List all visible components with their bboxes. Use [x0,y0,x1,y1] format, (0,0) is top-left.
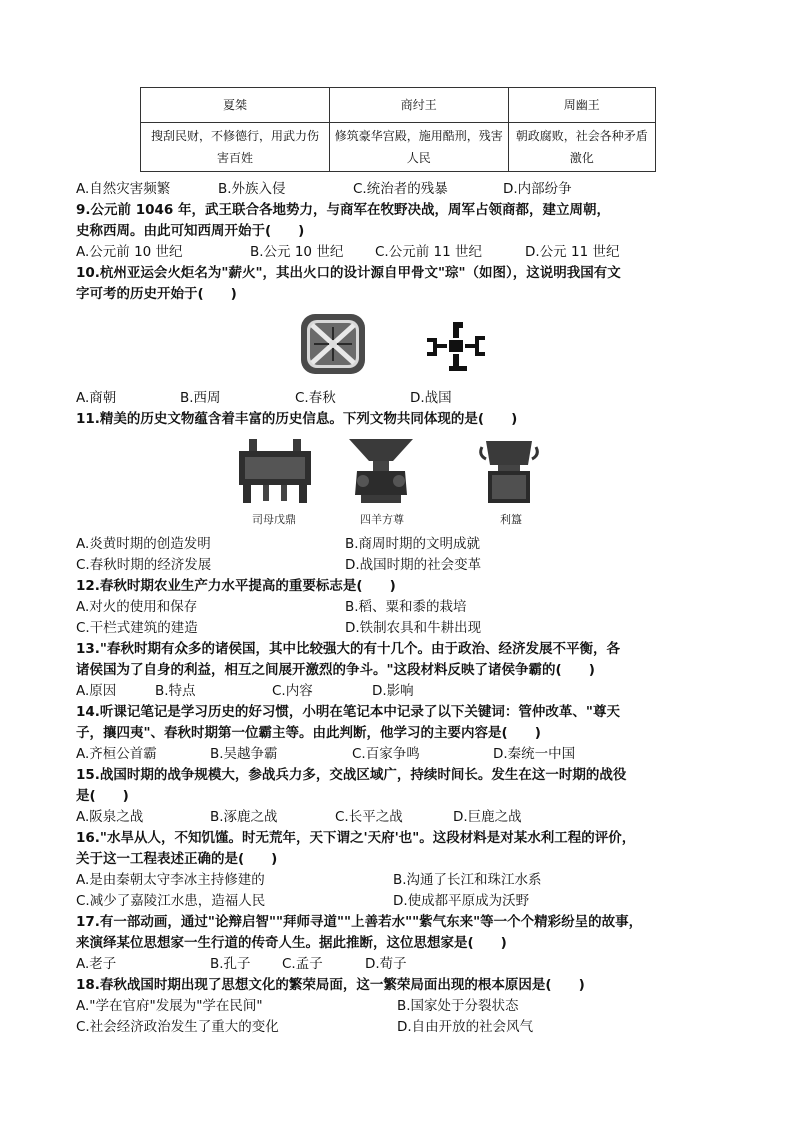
rulers-table [140,87,656,172]
simuwu-ding-image [235,437,315,505]
q13-stem-line1: 13."春秋时期有众多的诸侯国，其中比较强大的有十几个。由于政治、经济发展不平衡，各 [76,641,620,657]
q10-stem-line1: 10.杭州亚运会火炬名为"薪火"，其出火口的设计源自甲骨文"琮"（如图），这说明我国有文 [76,265,621,281]
q17-option-c: C.孟子 [282,956,323,972]
q15-stem-line2: 是( ) [76,788,129,804]
q14-stem-line1: 14.听课记笔记是学习历史的好习惯，小明在笔记本中记录了以下关键词：管仲改革、"尊天 [76,704,620,720]
q17-option-b: B.孔子 [210,956,251,972]
q13-option-c: C.内容 [272,683,313,699]
q17-stem-line1: 17.有一部动画，通过"论辩启智""拜师寻道""上善若水""紫气东来"等一个个精彩纷呈的故事， [76,914,643,930]
q10-option-c: C.春秋 [295,390,336,406]
q14-option-b: B.吴越争霸 [210,746,278,762]
q10-stem-line2: 字可考的历史开始于( ) [76,286,237,302]
q11-option-d: D.战国时期的社会变革 [345,557,482,573]
q12-stem: 12.春秋时期农业生产力水平提高的重要标志是( ) [76,578,396,594]
table-header: 周幽王 [508,88,655,123]
q10-option-b: B.西周 [180,390,221,406]
q13-option-a: A.原因 [76,683,117,699]
q15-stem-line1: 15.战国时期的战争规模大，参战兵力多，交战区域广，持续时间长。发生在这一时期的战役 [76,767,627,783]
caption-four-goat-zun: 四羊方尊 [360,513,404,526]
q9-stem-line2: 史称西周。由此可知西周开始于( ) [76,223,305,239]
q18-option-c: C.社会经济政治发生了重大的变化 [76,1019,279,1035]
q16-option-a: A.是由秦朝太守李冰主持修建的 [76,872,265,888]
q15-option-a: A.阪泉之战 [76,809,144,825]
q11-stem: 11.精美的历史文物蕴含着丰富的历史信息。下列文物共同体现的是( ) [76,411,518,427]
q16-stem-line1: 16."水旱从人，不知饥馑。时无荒年，天下谓之'天府'也"。这段材料是对某水利工程的评价， [76,830,636,846]
q18-option-b: B.国家处于分裂状态 [397,998,519,1014]
q11-option-a: A.炎黄时期的创造发明 [76,536,211,552]
q13-stem-line2: 诸侯国为了自身的利益，相互之间展开激烈的争斗。"这段材料反映了诸侯争霸的( ) [76,662,595,678]
oracle-bone-cong-glyph-image [423,318,489,374]
q10-option-d: D.战国 [410,390,452,406]
q12-option-c: C.干栏式建筑的建造 [76,620,198,636]
q8-option-c: C.统治者的残暴 [353,181,448,197]
caption-simuwu-ding: 司母戊鼎 [252,513,296,526]
q17-option-a: A.老子 [76,956,117,972]
q15-option-c: C.长平之战 [335,809,403,825]
q8-option-d: D.内部纷争 [503,181,572,197]
li-gui-image [478,437,540,505]
q14-option-c: C.百家争鸣 [352,746,420,762]
q12-option-a: A.对火的使用和保存 [76,599,198,615]
q10-option-a: A.商朝 [76,390,117,406]
q8-option-a: A.自然灾害频繁 [76,181,171,197]
q18-option-d: D.自由开放的社会风气 [397,1019,534,1035]
q18-stem: 18.春秋战国时期出现了思想文化的繁荣局面，这一繁荣局面出现的根本原因是( ) [76,977,585,993]
q15-option-b: B.涿鹿之战 [210,809,278,825]
q16-option-b: B.沟通了长江和珠江水系 [393,872,542,888]
q12-option-d: D.铁制农具和牛耕出现 [345,620,482,636]
q17-option-d: D.荀子 [365,956,407,972]
q16-option-d: D.使成都平原成为沃野 [393,893,530,909]
q16-stem-line2: 关于这一工程表述正确的是( ) [76,851,278,867]
q8-option-b: B.外族入侵 [218,181,286,197]
q14-option-a: A.齐桓公首霸 [76,746,157,762]
q13-option-b: B.特点 [155,683,196,699]
caption-li-gui: 利簋 [500,513,522,526]
q18-option-a: A."学在官府"发展为"学在民间" [76,998,263,1014]
q9-option-a: A.公元前 10 世纪 [76,244,183,260]
q9-option-c: C.公元前 11 世纪 [375,244,482,260]
q17-stem-line2: 来演绎某位思想家一生行道的传奇人生。据此推断，这位思想家是( ) [76,935,507,951]
q9-option-b: B.公元 10 世纪 [250,244,344,260]
q15-option-d: D.巨鹿之战 [453,809,522,825]
q9-stem-line1: 9.公元前 1046 年，武王联合各地势力，与商军在牧野决战，周军占领商都，建立周朝， [76,202,610,218]
q9-option-d: D.公元 11 世纪 [525,244,620,260]
q11-option-b: B.商周时期的文明成就 [345,536,481,552]
table-cell: 搜刮民财，不修德行，用武力伤害百姓 [141,123,330,172]
q16-option-c: C.减少了嘉陵江水患，造福人民 [76,893,266,909]
table-header: 夏桀 [141,88,330,123]
q11-option-c: C.春秋时期的经济发展 [76,557,212,573]
q14-stem-line2: 子，攘四夷"、春秋时期第一位霸主等。由此判断，他学习的主要内容是( ) [76,725,541,741]
q12-option-b: B.稻、粟和黍的栽培 [345,599,467,615]
q14-option-d: D.秦统一中国 [493,746,576,762]
torch-outlet-image [300,313,366,375]
q13-option-d: D.影响 [372,683,414,699]
table-cell: 修筑豪华宫殿，施用酷刑，残害人民 [329,123,508,172]
four-goat-zun-image [345,437,417,505]
table-header: 商纣王 [329,88,508,123]
table-cell: 朝政腐败，社会各种矛盾激化 [508,123,655,172]
